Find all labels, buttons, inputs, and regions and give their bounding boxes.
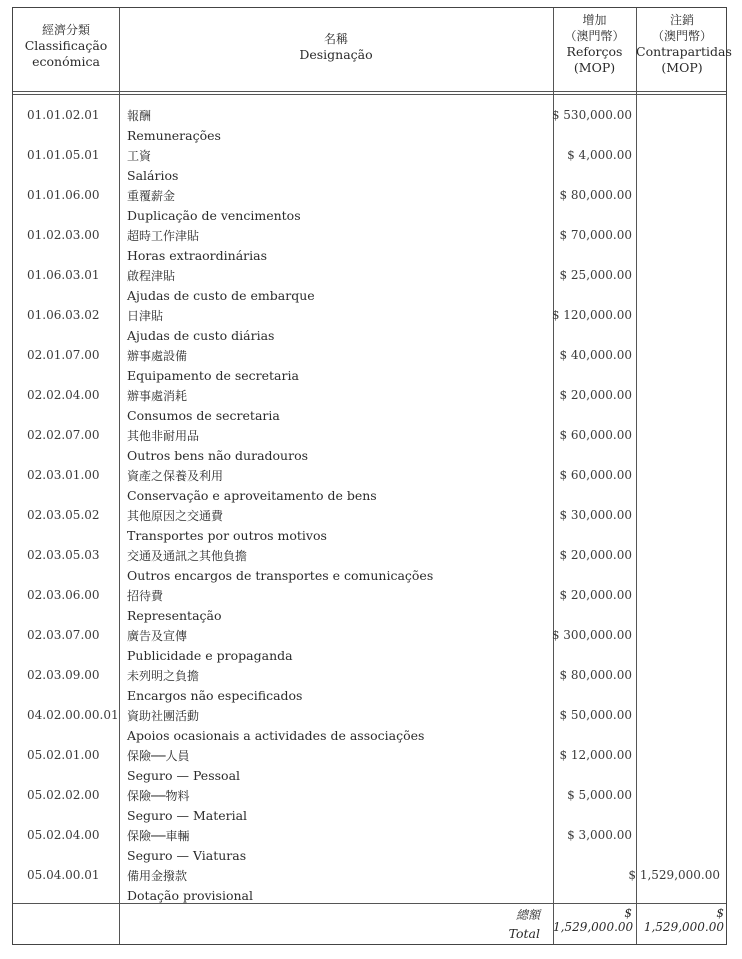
row-reinforcement: $ 80,000.00	[559, 188, 632, 202]
header-code-pt1: Classificação	[24, 38, 108, 53]
row-code: 02.01.07.00	[27, 348, 100, 362]
row-reinforcement: $ 530,000.00	[551, 108, 632, 122]
row-name-zh: 廣告及宣傳	[127, 629, 188, 643]
table-row	[13, 380, 728, 423]
row-name-pt: Conservação e aproveitamento de bens	[127, 488, 377, 503]
row-code: 05.02.01.00	[27, 748, 100, 762]
row-code: 01.06.03.01	[27, 268, 100, 282]
row-code: 01.02.03.00	[27, 228, 100, 242]
table-row	[13, 260, 728, 303]
row-name-pt: Remunerações	[127, 128, 221, 143]
row-reinforcement: $ 3,000.00	[567, 828, 632, 842]
table-row	[13, 620, 728, 663]
row-name-pt: Seguro — Pessoal	[127, 768, 241, 783]
table-row	[13, 220, 728, 263]
header-designation	[119, 31, 553, 63]
row-name-zh: 保險──人員	[127, 749, 190, 763]
row-name-zh: 超時工作津貼	[127, 229, 200, 243]
header-divider	[13, 94, 726, 95]
row-code: 02.02.07.00	[27, 428, 100, 442]
header-dec-pt: Contrapartidas	[636, 44, 732, 59]
row-name-zh: 辦事處消耗	[127, 389, 188, 403]
header-inc-pt: Reforços	[566, 44, 623, 59]
table-row	[13, 860, 728, 903]
row-reinforcement: $ 60,000.00	[559, 428, 632, 442]
table-row	[13, 420, 728, 463]
row-name-pt: Equipamento de secretaria	[127, 368, 299, 383]
row-name-zh: 工資	[127, 149, 152, 163]
header-classification	[13, 22, 119, 70]
row-name-zh: 報酬	[127, 109, 152, 123]
row-code: 01.06.03.02	[27, 308, 100, 322]
total-counterparts: $ 1,529,000.00	[643, 906, 724, 934]
row-code: 02.03.09.00	[27, 668, 100, 682]
row-name-pt: Seguro — Material	[127, 808, 248, 823]
row-name-pt: Apoios ocasionais a actividades de associações	[127, 728, 425, 743]
row-name-pt: Dotação provisional	[127, 888, 253, 903]
header-reinforcements	[553, 12, 636, 76]
row-code: 02.03.01.00	[27, 468, 100, 482]
budget-table	[12, 7, 732, 945]
row-name-pt: Salários	[127, 168, 179, 183]
row-reinforcement: $ 25,000.00	[559, 268, 632, 282]
total-label-pt: Total	[508, 926, 540, 941]
header-desc-zh: 名稱	[323, 32, 348, 46]
total-label-zh: 總額	[515, 908, 540, 922]
table-row	[13, 500, 728, 543]
row-name-zh: 招待費	[127, 589, 164, 603]
table-row	[13, 540, 728, 583]
row-reinforcement: $ 5,000.00	[567, 788, 632, 802]
row-name-pt: Outros encargos de transportes e comunicações	[127, 568, 434, 583]
row-name-zh: 其他非耐用品	[127, 429, 200, 443]
row-code: 02.03.06.00	[27, 588, 100, 602]
row-name-zh: 重覆薪金	[127, 189, 176, 203]
row-name-pt: Seguro — Viaturas	[127, 848, 247, 863]
total-reinforcements: $ 1,529,000.00	[553, 906, 634, 934]
row-reinforcement: $ 80,000.00	[559, 668, 632, 682]
row-code: 05.02.02.00	[27, 788, 100, 802]
row-reinforcement: $ 20,000.00	[559, 588, 632, 602]
table-row	[13, 740, 728, 783]
header-code-pt2: económica	[32, 54, 100, 69]
row-reinforcement: $ 20,000.00	[559, 388, 632, 402]
table-row	[13, 700, 728, 743]
row-name-pt: Consumos de secretaria	[127, 408, 280, 423]
row-name-zh: 辦事處設備	[127, 349, 188, 363]
table-row	[13, 660, 728, 703]
row-reinforcement: $ 40,000.00	[559, 348, 632, 362]
row-name-zh: 未列明之負擔	[127, 669, 200, 683]
table-row	[13, 300, 728, 343]
row-name-zh: 資助社團活動	[127, 709, 200, 723]
row-name-pt: Ajudas de custo diárias	[127, 328, 275, 343]
row-name-zh: 啟程津貼	[127, 269, 176, 283]
row-name-zh: 備用金撥款	[127, 869, 188, 883]
row-code: 02.03.05.02	[27, 508, 100, 522]
header-inc-unit-zh: （澳門幣）	[564, 29, 625, 43]
row-name-zh: 保險──車輛	[127, 829, 190, 843]
row-reinforcement: $ 20,000.00	[559, 548, 632, 562]
row-code: 05.04.00.01	[27, 868, 100, 882]
row-code: 01.01.02.01	[27, 108, 100, 122]
table-row	[13, 340, 728, 383]
row-reinforcement: $ 70,000.00	[559, 228, 632, 242]
row-reinforcement: $ 50,000.00	[559, 708, 632, 722]
row-reinforcement: $ 4,000.00	[567, 148, 632, 162]
header-dec-unit-zh: （澳門幣）	[651, 29, 712, 43]
total-divider	[13, 903, 726, 904]
header-dec-zh: 注銷	[669, 13, 694, 27]
row-code: 02.03.05.03	[27, 548, 100, 562]
header-desc-pt: Designação	[299, 47, 373, 62]
header-dec-unit: (MOP)	[661, 60, 703, 75]
row-reinforcement: $ 60,000.00	[559, 468, 632, 482]
table-row	[13, 180, 728, 223]
row-reinforcement: $ 300,000.00	[551, 628, 632, 642]
table-row	[13, 460, 728, 503]
row-code: 05.02.04.00	[27, 828, 100, 842]
row-name-pt: Outros bens não duradouros	[127, 448, 309, 463]
row-name-pt: Transportes por outros motivos	[127, 528, 327, 543]
row-name-pt: Publicidade e propaganda	[127, 648, 293, 663]
header-inc-unit: (MOP)	[573, 60, 616, 75]
row-reinforcement: $ 120,000.00	[551, 308, 632, 322]
row-code: 01.01.05.01	[27, 148, 100, 162]
row-code: 02.02.04.00	[27, 388, 100, 402]
header-counterparts	[636, 12, 732, 76]
row-reinforcement: $ 12,000.00	[559, 748, 632, 762]
table-row	[13, 100, 728, 143]
table-row	[13, 140, 728, 183]
row-name-pt: Encargos não especificados	[127, 688, 303, 703]
row-name-zh: 其他原因之交通費	[127, 509, 224, 523]
row-name-zh: 保險──物料	[127, 789, 190, 803]
table-row	[13, 820, 728, 863]
header-code-zh: 經濟分類	[41, 23, 90, 37]
row-name-pt: Ajudas de custo de embarque	[127, 288, 315, 303]
row-code: 02.03.07.00	[27, 628, 100, 642]
row-name-zh: 交通及通訊之其他負擔	[127, 549, 248, 563]
row-reinforcement: $ 30,000.00	[559, 508, 632, 522]
header-inc-zh: 增加	[582, 13, 607, 27]
row-counterpart: $ 1,529,000.00	[628, 868, 720, 882]
row-name-pt: Representação	[127, 608, 222, 623]
row-code: 04.02.00.00.01	[27, 708, 119, 722]
row-code: 01.01.06.00	[27, 188, 100, 202]
row-name-pt: Duplicação de vencimentos	[127, 208, 301, 223]
row-name-zh: 日津貼	[127, 309, 164, 323]
table-row	[13, 780, 728, 823]
row-name-zh: 資產之保養及利用	[127, 469, 224, 483]
table-row	[13, 580, 728, 623]
row-name-pt: Horas extraordinárias	[127, 248, 267, 263]
header-divider	[13, 91, 726, 92]
